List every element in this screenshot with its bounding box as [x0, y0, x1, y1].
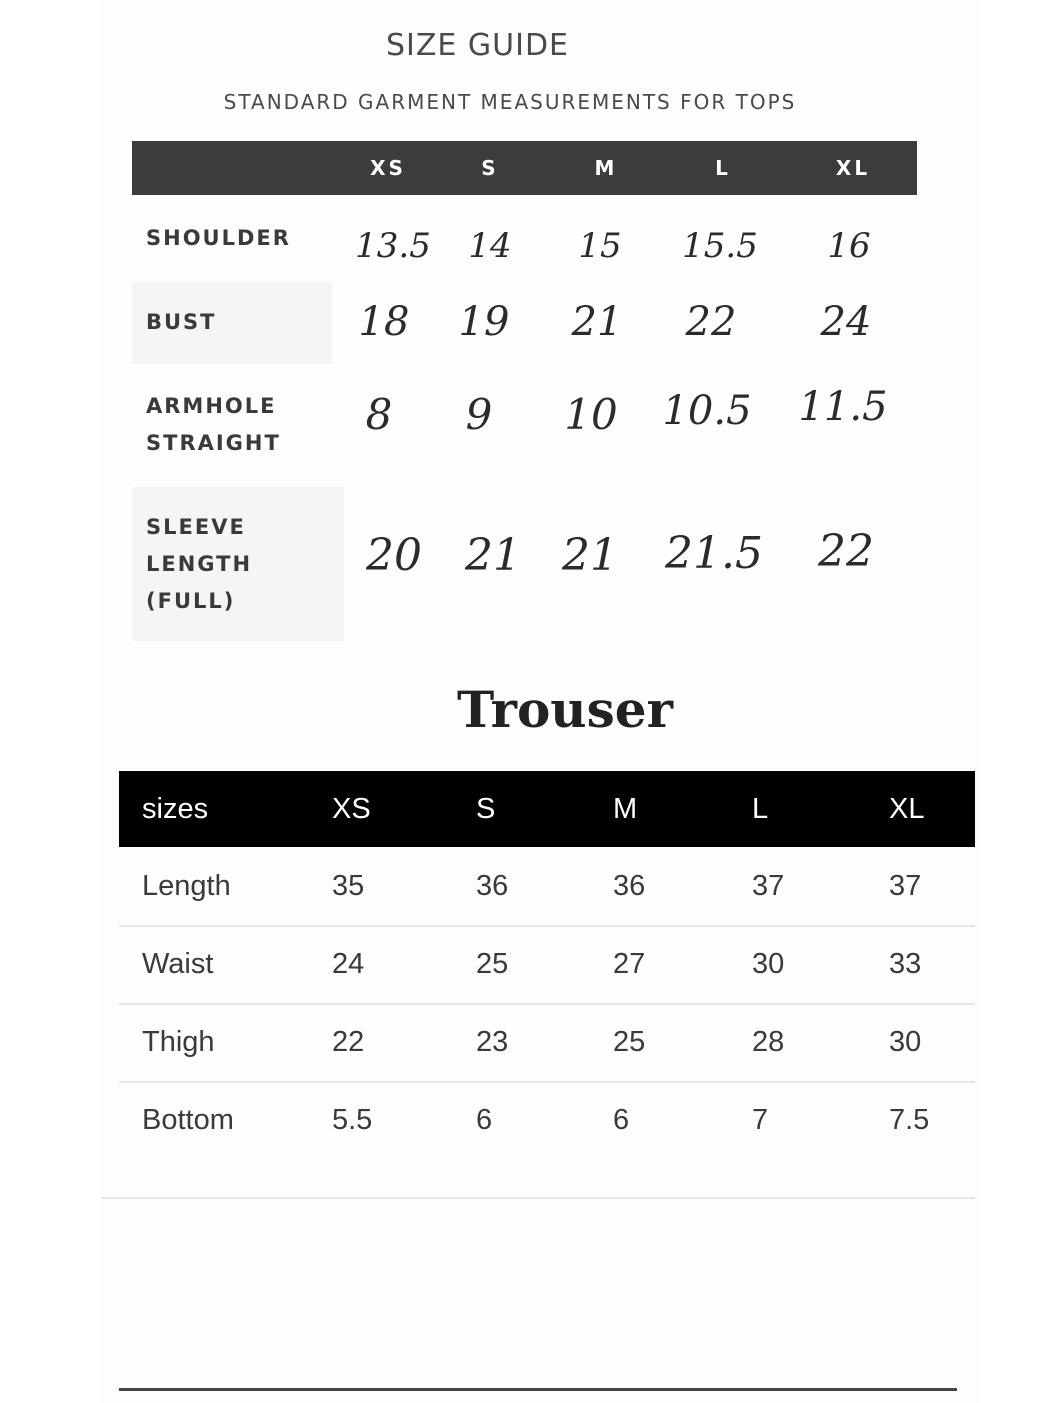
trouser-row-label: Bottom	[142, 1104, 234, 1136]
trouser-row-length	[119, 848, 975, 926]
trouser-cell: 30	[752, 948, 785, 980]
tops-cell: 19	[458, 299, 510, 345]
trouser-cell: 22	[332, 1026, 365, 1058]
trouser-cell: 25	[613, 1026, 646, 1058]
tops-cell: 9	[465, 390, 493, 439]
trouser-cell: 5.5	[332, 1104, 373, 1136]
trouser-cell: 36	[613, 870, 646, 902]
trouser-cell: 25	[476, 948, 509, 980]
trouser-cell: 37	[752, 870, 785, 902]
tops-header-row	[132, 141, 917, 195]
tops-cell: 22	[685, 299, 737, 345]
trouser-cell: 27	[613, 948, 646, 980]
trouser-cell: 6	[613, 1104, 630, 1136]
tops-header-l: L	[715, 156, 731, 180]
trouser-header-l: L	[752, 793, 769, 825]
tops-row-label: ARMHOLE STRAIGHT	[146, 394, 281, 455]
size-guide-subtitle: STANDARD GARMENT MEASUREMENTS FOR TOPS	[223, 90, 797, 114]
tops-header-m: M	[594, 156, 618, 180]
trouser-header-xl: XL	[889, 793, 925, 825]
trouser-cell: 6	[476, 1104, 493, 1136]
trouser-cell: 23	[476, 1026, 509, 1058]
trouser-cell: 7	[752, 1104, 769, 1136]
size-guide-title: SIZE GUIDE	[385, 28, 570, 63]
tops-cell: 21	[562, 530, 618, 581]
tops-header-xl: XL	[835, 156, 871, 180]
tops-cell: 20	[366, 530, 422, 581]
table-end-divider	[102, 1197, 975, 1199]
trouser-cell: 36	[476, 870, 509, 902]
tops-cell: 14	[468, 226, 512, 266]
trouser-header-row	[119, 771, 975, 847]
tops-cell: 21.5	[665, 528, 763, 579]
trouser-row-label: Length	[142, 870, 231, 902]
trouser-row-thigh	[119, 1004, 975, 1082]
trouser-cell: 7.5	[889, 1104, 930, 1136]
trouser-header-xs: XS	[332, 793, 371, 825]
tops-header-s: S	[481, 156, 499, 180]
tops-cell: 24	[820, 299, 872, 345]
trouser-cell: 37	[889, 870, 922, 902]
tops-row-label: SHOULDER	[146, 226, 291, 250]
tops-cell: 15	[578, 226, 622, 266]
bottom-rule	[119, 1388, 957, 1391]
trouser-cell: 24	[332, 948, 365, 980]
trouser-cell: 35	[332, 870, 365, 902]
tops-cell: 22	[818, 526, 874, 577]
tops-cell: 16	[827, 226, 871, 266]
tops-cell: 13.5	[355, 226, 431, 266]
tops-cell: 11.5	[798, 384, 888, 430]
tops-cell: 18	[358, 299, 410, 345]
trouser-row-label: Thigh	[142, 1026, 215, 1058]
trouser-title: Trouser	[457, 680, 673, 739]
trouser-header-sizes: sizes	[142, 793, 209, 825]
trouser-header-s: S	[476, 793, 496, 825]
tops-cell: 10	[564, 390, 618, 439]
tops-header-xs: XS	[370, 156, 406, 180]
trouser-header-m: M	[613, 793, 638, 825]
tops-cell: 21	[571, 299, 623, 345]
tops-cell: 21	[465, 530, 521, 581]
trouser-row-waist	[119, 926, 975, 1004]
trouser-cell: 28	[752, 1026, 785, 1058]
trouser-cell: 30	[889, 1026, 922, 1058]
trouser-cell: 33	[889, 948, 922, 980]
tops-row-label: SLEEVE LENGTH (FULL)	[146, 515, 253, 613]
tops-cell: 10.5	[662, 388, 752, 434]
trouser-row-label: Waist	[142, 948, 214, 980]
tops-cell: 15.5	[682, 226, 758, 266]
trouser-row-bottom	[119, 1082, 975, 1160]
tops-cell: 8	[365, 390, 393, 439]
tops-row-label: BUST	[146, 310, 217, 334]
